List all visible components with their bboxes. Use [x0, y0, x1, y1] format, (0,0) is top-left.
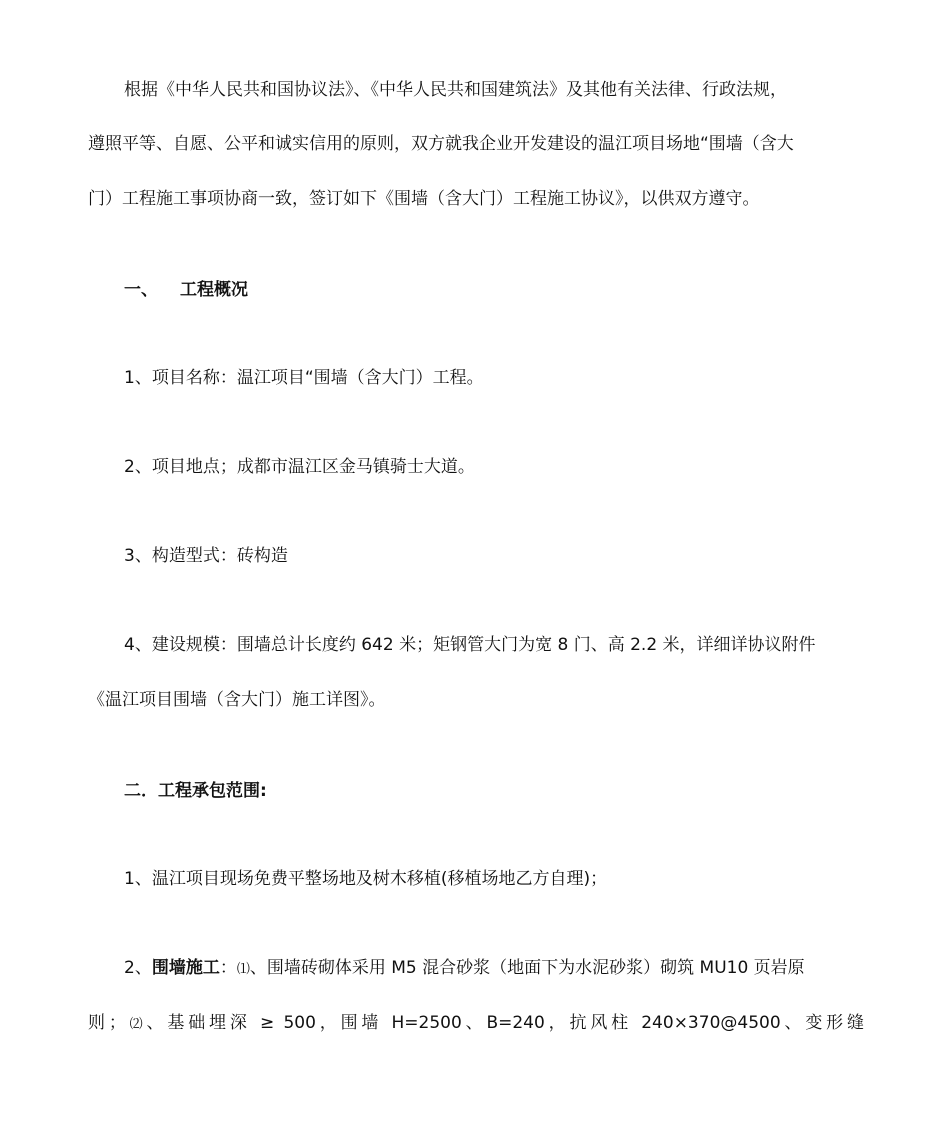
section2-item-2-prefix: 2、 [124, 958, 152, 978]
section1-item-4-line-1: 4、建设规模：围墙总计长度约 642 米；矩钢管大门为宽 8 门、高 2.2 米，详细详协议附件 [124, 635, 816, 655]
section2-item-2-line-1-rest: 、围墙砖砌体采用 M5 混合砂浆（地面下为水泥砂浆）砌筑 MU10 页岩原 [249, 958, 805, 978]
section2-item-2-line-2-rest: 、基础埋深 ≥ 500，围墙 H=2500、B=240，抗风柱 240×370@4500、变形缝 [146, 1013, 864, 1033]
section2-item-2-sub-1: ⑴ [236, 962, 250, 977]
section2-item-2-line-2 [88, 1012, 864, 1036]
section2-item-2-sub-2: ⑵ [125, 1017, 147, 1032]
section1-item-1: 1、项目名称：温江项目“围墙（含大门）工程。 [124, 368, 484, 388]
section1-item-3: 3、构造型式：砖构造 [124, 546, 288, 566]
section2-item-2-bold-title: 围墙施工 [151, 958, 220, 978]
section2-item-2-line-1 [124, 957, 805, 981]
intro-line-3: 门）工程施工事项协商一致，签订如下《围墙（含大门）工程施工协议》，以供双方遵守。 [88, 189, 760, 209]
section1-heading-number: 一、 [124, 280, 158, 300]
section1-item-4-line-2: 《温江项目围墙（含大门）施工详图》。 [88, 690, 386, 710]
section2-item-2-colon: ： [219, 958, 237, 978]
intro-line-1: 根据《中华人民共和国协议法》、《中华人民共和国建筑法》及其他有关法律、行政法规， [124, 80, 787, 100]
section2-item-2-line-2-start: 则； [88, 1013, 126, 1033]
intro-line-2: 遵照平等、自愿、公平和诚实信用的原则，双方就我企业开发建设的温江项目场地“围墙（含大 [88, 134, 794, 154]
section1-heading [124, 279, 248, 301]
section2-heading: 二．工程承包范围: [124, 781, 267, 801]
section2-item-1: 1、温江项目现场免费平整场地及树木移植(移植场地乙方自理)； [124, 869, 608, 889]
section1-heading-title: 工程概况 [180, 280, 248, 300]
section1-item-2: 2、项目地点；成都市温江区金马镇骑士大道。 [124, 457, 475, 477]
